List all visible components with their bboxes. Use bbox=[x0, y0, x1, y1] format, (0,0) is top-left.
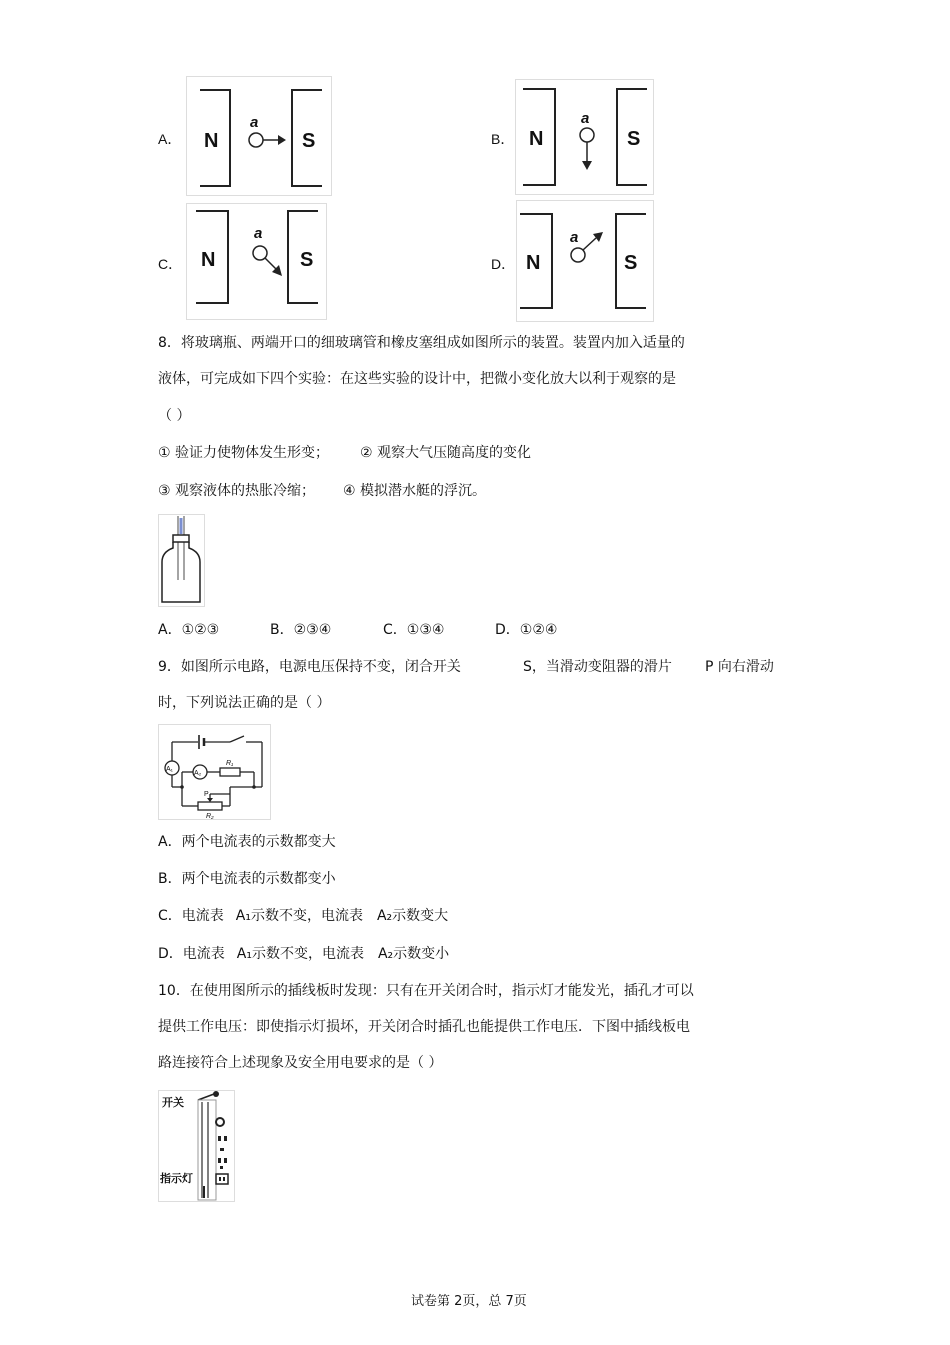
south-pole-label: S bbox=[624, 252, 638, 274]
north-pole-label: N bbox=[204, 130, 219, 152]
q9-stem-line1b: S，当滑动变阻器的滑片 bbox=[523, 659, 672, 675]
option-a-label: A． bbox=[158, 131, 182, 147]
north-pole-label: N bbox=[526, 252, 541, 274]
q8-item-1: ① 验证力使物体发生形变； bbox=[158, 445, 330, 461]
q10-stem-line3: 路连接符合上述现象及安全用电要求的是（ ） bbox=[158, 1055, 443, 1071]
power-strip-figure bbox=[158, 1090, 235, 1202]
circuit-figure bbox=[158, 724, 271, 820]
alpha-label: a bbox=[581, 110, 590, 127]
indicator-lamp-text: 指示灯 bbox=[160, 1173, 193, 1185]
q9-stem-line1a: 9．如图所示电路，电源电压保持不变，闭合开关 bbox=[158, 659, 461, 675]
q8-item-3: ③ 观察液体的热胀冷缩； bbox=[158, 483, 316, 499]
alpha-label: a bbox=[570, 229, 579, 246]
q8-item-4: ④ 模拟潜水艇的浮沉。 bbox=[343, 483, 487, 499]
north-pole-label: N bbox=[529, 128, 544, 150]
magnet-figure-c bbox=[186, 203, 327, 320]
magnet-figure-b bbox=[515, 79, 654, 195]
q8-choice-d: D．①②④ bbox=[495, 622, 558, 638]
option-c-label: C． bbox=[158, 256, 183, 272]
q9-option-d: D．电流表 A₁示数不变，电流表 A₂示数变小 bbox=[158, 946, 450, 962]
page-footer: 试卷第 2页，总 7页 bbox=[411, 1294, 527, 1309]
q8-choice-b: B．②③④ bbox=[270, 622, 332, 638]
slider-p-label: P bbox=[204, 791, 209, 798]
q9-option-b: B．两个电流表的示数都变小 bbox=[158, 871, 336, 887]
option-d-label: D． bbox=[491, 256, 516, 272]
q8-stem-line2: 液体，可完成如下四个实验：在这些实验的设计中，把微小变化放大以利于观察的是 bbox=[158, 371, 676, 387]
r2-label: R₂ bbox=[206, 813, 214, 820]
q9-option-c: C．电流表 A₁示数不变，电流表 A₂示数变大 bbox=[158, 908, 449, 924]
south-pole-label: S bbox=[627, 128, 641, 150]
magnet-figure-d bbox=[516, 200, 654, 322]
r1-label: R₁ bbox=[226, 760, 234, 767]
north-pole-label: N bbox=[201, 249, 216, 271]
south-pole-label: S bbox=[300, 249, 314, 271]
q8-item-2: ② 观察大气压随高度的变化 bbox=[360, 445, 532, 461]
alpha-label: a bbox=[254, 225, 263, 242]
q9-stem-line1c: P 向右滑动 bbox=[705, 659, 774, 675]
q8-choice-c: C．①③④ bbox=[383, 622, 445, 638]
ammeter-a2-label: A₂ bbox=[194, 770, 202, 777]
ammeter-a1-label: A₁ bbox=[166, 766, 174, 773]
bottle-figure bbox=[158, 514, 205, 607]
q8-stem-line1: 8．将玻璃瓶、两端开口的细玻璃管和橡皮塞组成如图所示的装置。装置内加入适量的 bbox=[158, 335, 685, 351]
south-pole-label: S bbox=[302, 130, 316, 152]
q8-stem-line3: （ ） bbox=[158, 408, 191, 424]
q8-choice-a: A．①②③ bbox=[158, 622, 220, 638]
magnet-figure-a bbox=[186, 76, 332, 196]
q9-stem-line2: 时，下列说法正确的是（ ） bbox=[158, 695, 331, 711]
option-b-label: B． bbox=[491, 131, 515, 147]
q9-option-a: A．两个电流表的示数都变大 bbox=[158, 834, 336, 850]
q10-stem-line1: 10．在使用图所示的插线板时发现：只有在开关闭合时，指示灯才能发光，插孔才可以 bbox=[158, 983, 694, 999]
alpha-label: a bbox=[250, 114, 259, 131]
q10-stem-line2: 提供工作电压：即使指示灯损坏，开关闭合时插孔也能提供工作电压．下图中插线板电 bbox=[158, 1019, 690, 1035]
switch-text: 开关 bbox=[162, 1097, 184, 1109]
